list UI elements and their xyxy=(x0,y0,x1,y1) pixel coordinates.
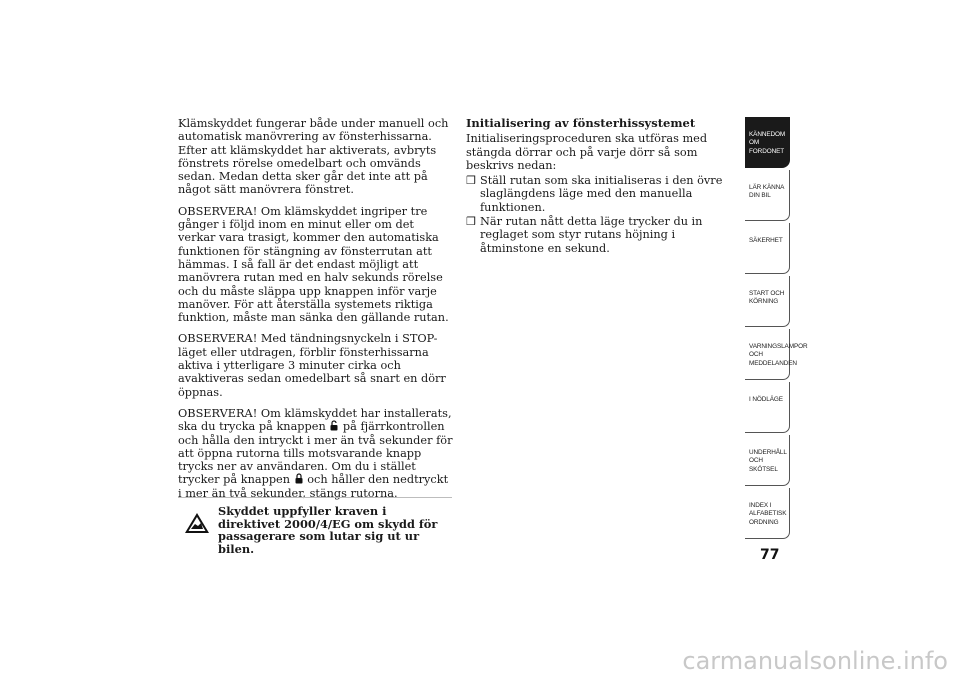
page-number: 77 xyxy=(760,547,780,563)
warning-note xyxy=(178,497,452,556)
chapter-tabs xyxy=(745,117,808,541)
tab-kannedom-om-fordonet[interactable]: KÄNNEDOM OM FORDONET xyxy=(745,117,790,168)
checkbox-bullet-icon: ❒ xyxy=(466,174,476,188)
section-heading: Initialisering av fönsterhissystemet xyxy=(466,116,696,130)
steps-list xyxy=(466,174,736,255)
paragraph-note-key-stop: OBSERVERA! Med tändningsnyckeln i STOP-läget eller utdragen, förblir fönsterhissarna aktiva i ytterligare 3 minuter cirka och avaktiveras sedan omedelbart så snart en dörr öppnas. xyxy=(178,332,446,399)
list-item: ❒ Ställ rutan som ska initialiseras i den övre slaglängdens läge med den manuella funktionen. xyxy=(466,174,723,214)
watermark: carmanualsonline.info xyxy=(682,647,948,675)
tab-lar-kanna-din-bil[interactable]: LÄR KÄNNA DIN BIL xyxy=(745,170,790,221)
paragraph-antipinch: Klämskyddet fungerar både under manuell och automatisk manövrering av fönsterhissarna. Efter att klämskyddet har aktiverats, avbryts fönstrets rörelse omedelbart och omvänds sedan. Medan detta sker går det inte att på något sätt manövrera fönstret. xyxy=(178,117,449,197)
tab-varningslampor[interactable]: VARNINGSLAMPOR OCH MEDDELANDEN xyxy=(745,329,790,380)
tab-i-nodlage[interactable]: I NÖDLÄGE xyxy=(745,382,790,433)
right-text-column xyxy=(466,117,736,256)
tab-sakerhet[interactable]: SÄKERHET xyxy=(745,223,790,274)
note-text: Skyddet uppfyller kraven i direktivet 2000/4/EG om skydd för passagerare som lutar sig ut ur bilen. xyxy=(218,504,438,556)
tab-start-och-korning[interactable]: START OCH KÖRNING xyxy=(745,276,790,327)
left-text-column xyxy=(178,117,454,508)
paragraph-note-antipinch-disabled: OBSERVERA! Om klämskyddet ingriper tre gånger i följd inom en minut eller om det verkar vara trasigt, kommer den automatiska funktionen för stängning av fönsterrutan att hämmas. I så fall är det endast möjligt att manövrera rutan med en halv sekunds rörelse och du måste släppa upp knappen inför varje manöver. För att återställa systemets riktiga funktion, måste man sänka den gällande rutan. xyxy=(178,204,449,325)
lock-icon xyxy=(295,473,303,484)
tab-underhall-och-skotsel[interactable]: UNDERHÅLL OCH SKÖTSEL xyxy=(745,435,790,486)
unlock-icon xyxy=(330,420,338,431)
paragraph-note-remote: OBSERVERA! Om klämskyddet har installerats, ska du trycka på knappen på fjärrkontrollen och hålla den intryckt i mer än två sekunder för att öppna rutorna tills motsvarande knapp trycks ner av användaren. Om du i stället trycker på knappen och håller den nedtryckt i mer än två sekunder, stängs rutorna. xyxy=(178,406,453,500)
list-item: ❒ När rutan nått detta läge trycker du in reglaget som styr rutans höjning i åtminstone en sekund. xyxy=(466,215,703,255)
warning-triangle-icon xyxy=(184,512,210,534)
checkbox-bullet-icon: ❒ xyxy=(466,215,476,229)
tab-index[interactable]: INDEX I ALFABETISK ORDNING xyxy=(745,488,790,539)
section-intro: Initialiseringsproceduren ska utföras med stängda dörrar och på varje dörr så som beskrivs nedan: xyxy=(466,132,708,172)
